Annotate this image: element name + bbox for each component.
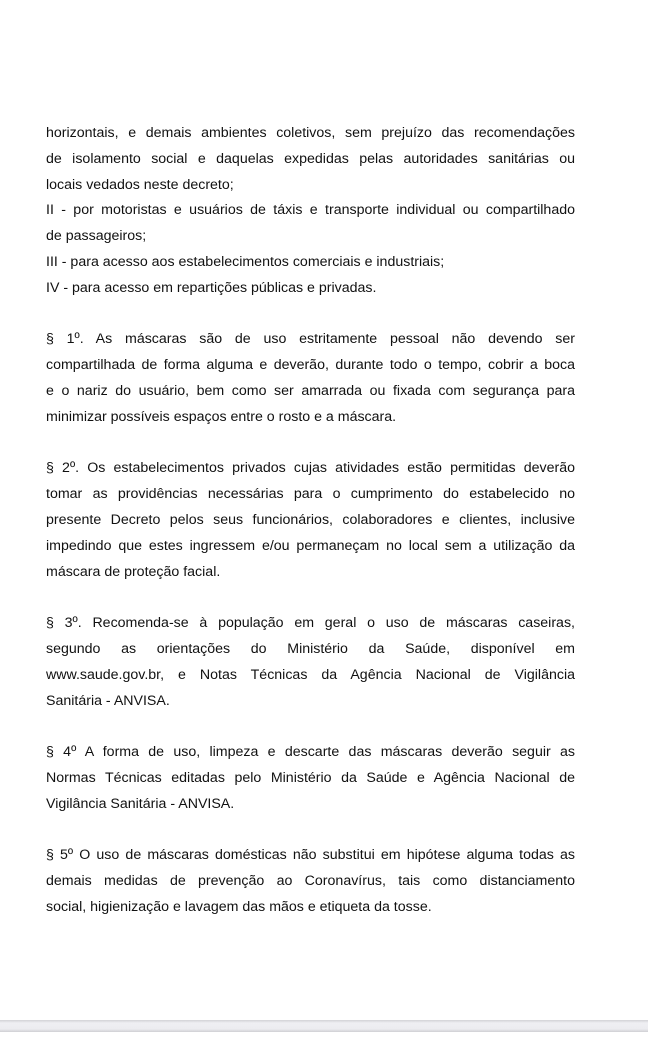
text-line: máscara de proteção facial. [46,563,221,580]
text-line: compartilhada de forma alguma e deverão, durante todo o tempo, cobrir a boca [46,357,575,374]
paragraph-spacer [46,585,575,611]
paragraph-spacer [46,818,575,844]
text-line: www.saude.gov.br, e Notas Técnicas da Agência Nacional de Vigilância [46,666,575,683]
item-iii [46,250,575,276]
paragraph-spacer [46,302,575,328]
text-line: horizontais, e demais ambientes coletivos, sem prejuízo das recomendações [46,125,575,141]
text-line: segundo as orientações do Ministério da Saúde, disponível em [46,640,575,657]
text-line: § 2º. Os estabelecimentos privados cujas atividades estão permitidas deverão [46,460,575,477]
text-line: Sanitária - ANVISA. [46,692,170,709]
item-ii [46,198,575,250]
item-iv [46,276,575,302]
text-line: III - para acesso aos estabelecimentos comerciais e industriais; [46,253,445,270]
text-line: impedindo que estes ingressem e/ou permaneçam no local sem a utilização da [46,537,575,554]
text-line: de isolamento social e daquelas expedidas pelas autoridades sanitárias ou [46,150,575,167]
text-line: § 4º A forma de uso, limpeza e descarte das máscaras deverão seguir as [46,744,575,761]
text-line: Vigilância Sanitária - ANVISA. [46,795,235,812]
text-line: minimizar possíveis espaços entre o rosto e a máscara. [46,408,397,425]
paragraph-2 [46,456,575,585]
paragraph-5 [46,843,575,920]
text-line: § 3º. Recomenda-se à população em geral o uso de máscaras caseiras, [46,615,575,632]
text-line: social, higienização e lavagem das mãos e etiqueta da tosse. [46,898,432,915]
text-line: e o nariz do usuário, bem como ser amarrada ou fixada com segurança para [46,382,575,399]
text-line: presente Decreto pelos seus funcionários, colaboradores e clientes, inclusive [46,511,575,528]
text-line: § 5º O uso de máscaras domésticas não substitui em hipótese alguma todas as [46,847,575,864]
text-line: § 1º. As máscaras são de uso estritamente pessoal não devendo ser [46,331,575,348]
paragraph-4 [46,740,575,817]
continuation-text [46,121,575,198]
text-line: demais medidas de prevenção ao Coronavírus, tais como distanciamento [46,873,575,890]
text-line: locais vedados neste decreto; [46,176,234,193]
text-line: Normas Técnicas editadas pelo Ministério da Saúde e Agência Nacional de [46,769,575,786]
text-line: de passageiros; [46,228,147,245]
page-bottom-edge [0,1020,648,1032]
document-page [46,121,575,921]
text-line: II - por motoristas e usuários de táxis e transporte individual ou compartilhado [46,202,575,219]
paragraph-spacer [46,714,575,740]
paragraph-1 [46,327,575,430]
paragraph-3 [46,611,575,714]
paragraph-spacer [46,431,575,457]
text-line: IV - para acesso em repartições públicas e privadas. [46,279,377,296]
text-line: tomar as providências necessárias para o cumprimento do estabelecido no [46,486,575,503]
